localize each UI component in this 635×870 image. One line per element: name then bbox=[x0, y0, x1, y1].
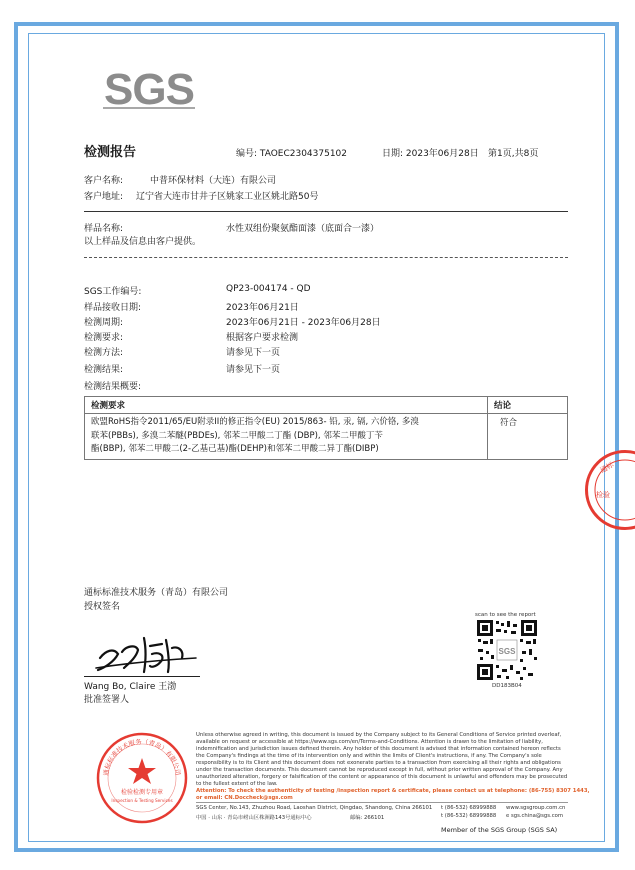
summary-table bbox=[84, 396, 568, 460]
signature-line bbox=[84, 676, 200, 677]
requirement-line-3: 酯(BBP), 邻苯二甲酸二(2-乙基己基)酯(DEHP)和邻苯二甲酸二异丁酯(DIBP) bbox=[91, 444, 379, 454]
qr-caption: scan to see the report bbox=[475, 612, 536, 618]
test-request-label: 检测要求: bbox=[84, 333, 124, 343]
disclaimer-line: responsibility is to its Client and this document does not exonerate parties to a transaction from exercising all their rights and obligations bbox=[196, 760, 561, 766]
test-result-label: 检测结果: bbox=[84, 365, 124, 375]
authenticity-email[interactable]: or email: CN.Doccheck@sgs.com bbox=[196, 795, 293, 801]
footer-divider bbox=[196, 802, 568, 803]
report-number: 编号: TAOEC2304375102 bbox=[236, 149, 348, 159]
result-summary-label: 检测结果概要: bbox=[84, 382, 142, 392]
report-date: 日期: 2023年06月28日 bbox=[382, 149, 479, 159]
authorized-signature-label: 授权签名 bbox=[84, 602, 121, 612]
qr-center-logo: SGS bbox=[498, 647, 516, 656]
job-number: QP23-004174 - QD bbox=[226, 284, 311, 294]
phone-cn: t (86-532) 68999888 bbox=[441, 813, 497, 819]
table-header-row bbox=[85, 397, 568, 414]
page-number: 第1页,共8页 bbox=[488, 149, 539, 159]
job-number-label: SGS工作编号: bbox=[84, 287, 142, 297]
client-name-label: 客户名称: bbox=[84, 176, 124, 186]
phone-en: t (86-532) 68999888 bbox=[441, 805, 497, 811]
received-date: 2023年06月21日 bbox=[226, 303, 299, 313]
disclaimer-line: under the transaction documents. This document cannot be reproduced except in full, without prior written approval of the Company. Any bbox=[196, 767, 563, 773]
col-requirement: 检测要求 bbox=[85, 397, 488, 414]
address-cn: 中国 · 山东 · 青岛市崂山区株洲路143号通标中心 bbox=[196, 815, 312, 821]
divider bbox=[84, 211, 568, 212]
sample-name-label: 样品名称: bbox=[84, 224, 124, 234]
test-request: 根据客户要求检测 bbox=[226, 333, 299, 343]
requirement-cell bbox=[85, 414, 488, 460]
signer-name: Wang Bo, Claire 王渤 bbox=[84, 682, 177, 692]
disclaimer-line: unauthorized alteration, forgery or falsification of the content or appearance of this document is unlawful and offenders may be prosecuted bbox=[196, 774, 568, 780]
qr-code-id: DD183B04 bbox=[492, 683, 522, 689]
svg-text:通标: 通标 bbox=[599, 460, 616, 475]
sample-name: 水性双组份聚氨酯面漆（底面合一漆） bbox=[226, 224, 380, 234]
official-stamp bbox=[96, 732, 188, 824]
stamp-ring-text: 通标标准技术服务（青岛）有限公司 bbox=[101, 737, 182, 777]
dashed-divider bbox=[84, 257, 568, 258]
client-address: 辽宁省大连市甘井子区姚家工业区姚北路50号 bbox=[136, 192, 319, 202]
sample-note: 以上样品及信息由客户提供。 bbox=[84, 237, 202, 247]
test-method: 请参见下一页 bbox=[226, 348, 281, 358]
received-date-label: 样品接收日期: bbox=[84, 303, 142, 313]
requirement-line-2: 联苯(PBBs), 多溴二苯醚(PBDEs), 邻苯二甲酸二丁酯 (DBP), 邻苯二甲酸丁苄 bbox=[91, 430, 383, 441]
report-title: 检测报告 bbox=[84, 145, 137, 160]
member-notice: Member of the SGS Group (SGS SA) bbox=[441, 826, 558, 834]
test-period-label: 检测周期: bbox=[84, 318, 124, 328]
test-period: 2023年06月21日 - 2023年06月28日 bbox=[226, 318, 381, 328]
email-cn[interactable]: e sgs.china@sgs.com bbox=[506, 813, 564, 819]
postcode-cn: 邮编: 266101 bbox=[350, 815, 385, 821]
disclaimer-line: the Company's findings at the time of its intervention only and within the limits of Client's instructions, if any. The Company's sole bbox=[196, 753, 542, 759]
disclaimer-line: indemnification and jurisdiction issues defined therein. Any holder of this document is advised that information contained hereon reflects bbox=[196, 746, 561, 752]
stamp-sub-text: 检验检测专用章 bbox=[120, 789, 164, 796]
requirement-line-1: 欧盟RoHS指令2011/65/EU附录II的修正指令(EU) 2015/863- 铅, 汞, 镉, 六价铬, 多溴 bbox=[91, 417, 419, 427]
signer-role: 批准签署人 bbox=[84, 695, 130, 705]
conclusion-cell: 符合 bbox=[488, 414, 568, 460]
col-conclusion: 结论 bbox=[488, 397, 568, 414]
address-en: SGS Center, No.143, Zhuzhou Road, Laoshan District, Qingdao, Shandong, China 266101 bbox=[196, 805, 433, 811]
website[interactable]: www.sgsgroup.com.cn bbox=[506, 805, 566, 811]
table-row bbox=[85, 414, 568, 460]
sgs-logo-text: SGS bbox=[104, 65, 194, 112]
sgs-logo bbox=[103, 64, 195, 112]
handwritten-signature bbox=[92, 628, 202, 676]
authenticity-notice: Attention: To check the authenticity of testing /inspection report & certificate, please contact us at telephone: (86-755) 8307 1443, bbox=[196, 788, 590, 794]
svg-text:检验: 检验 bbox=[596, 491, 610, 499]
disclaimer-line: to the fullest extent of the law. bbox=[196, 781, 278, 787]
disclaimer-line: Unless otherwise agreed in writing, this document is issued by the Company subject to its General Conditions of Service printed overleaf, bbox=[196, 732, 562, 738]
test-result: 请参见下一页 bbox=[226, 365, 281, 375]
stamp-en-text: Inspection & Testing Services bbox=[111, 798, 173, 803]
client-address-label: 客户地址: bbox=[84, 192, 124, 202]
disclaimer-line: available on request or accessible at https://www.sgs.com/en/Terms-and-Conditions. Attention is drawn to the limitation of liability, bbox=[196, 739, 543, 745]
signing-company: 通标标准技术服务（青岛）有限公司 bbox=[84, 588, 229, 598]
seal-edge bbox=[585, 450, 635, 530]
test-method-label: 检测方法: bbox=[84, 348, 124, 358]
qr-code-icon[interactable] bbox=[476, 619, 538, 681]
client-name: 中普环保材料（大连）有限公司 bbox=[150, 176, 277, 186]
